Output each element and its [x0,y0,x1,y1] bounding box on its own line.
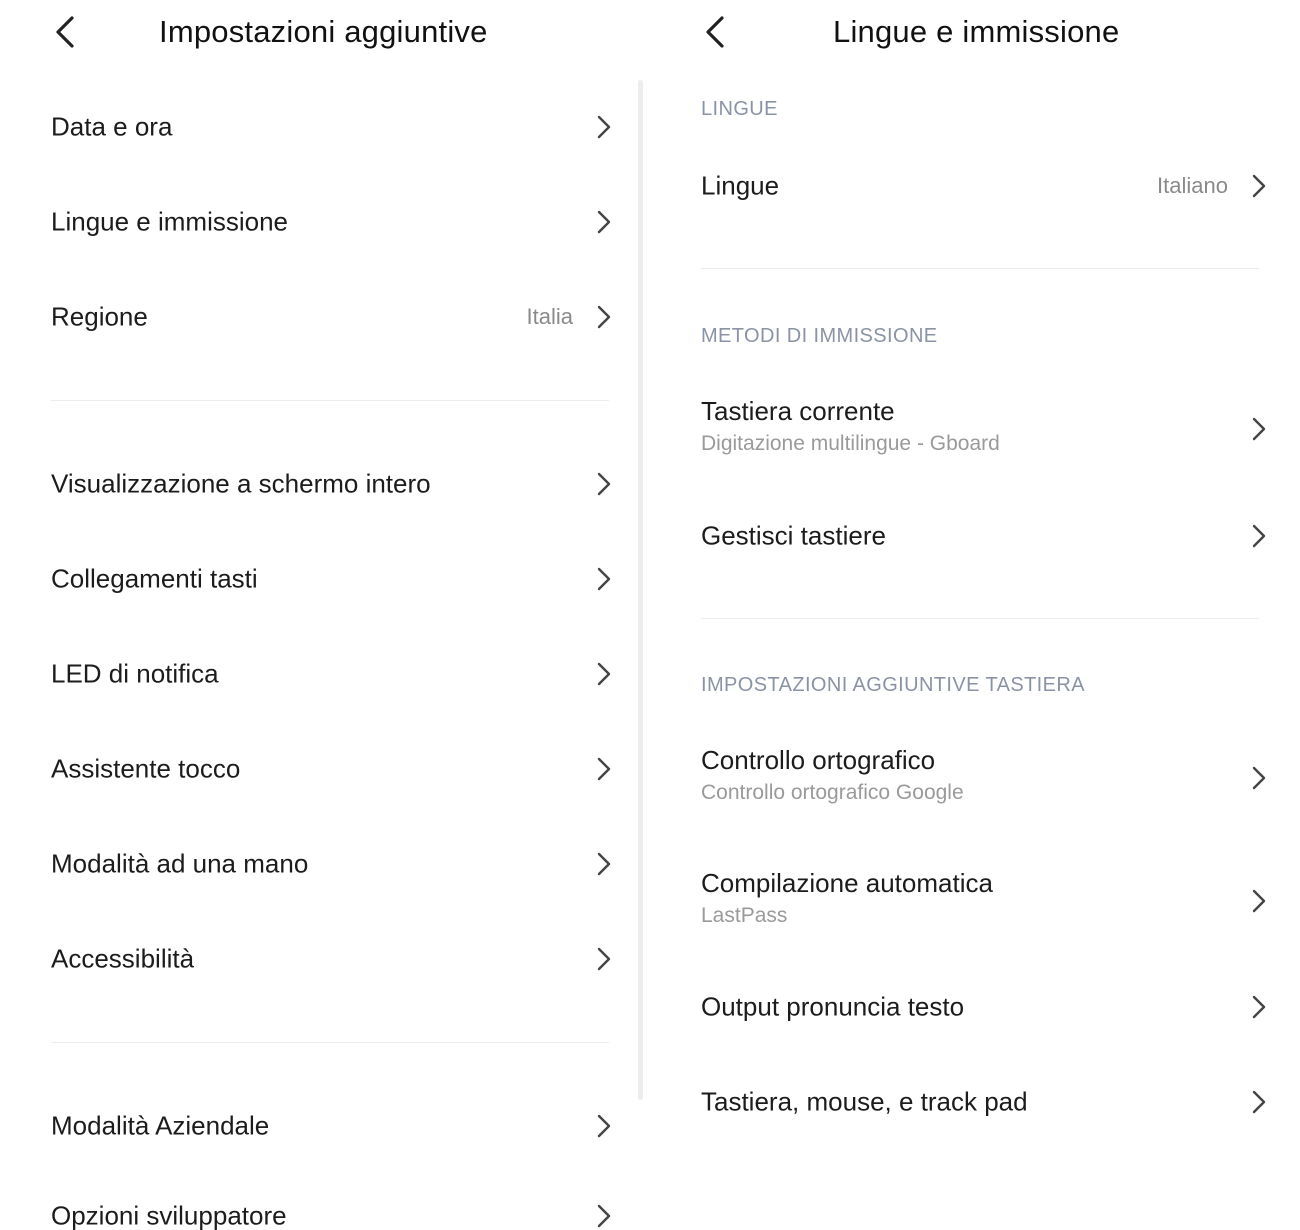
menu-item-modalita-aziendale[interactable] [51,1078,621,1174]
chevron-right-icon [597,947,611,971]
page-title: Lingue e immissione [833,14,1120,49]
chevron-right-icon [1252,524,1266,548]
chevron-right-icon [1252,995,1266,1019]
menu-item-label: Data e ora [51,111,173,142]
menu-item-led-di-notifica[interactable] [51,626,621,722]
menu-item-value: Italiano [1157,173,1228,198]
section-header-metodi-immissione: METODI DI IMMISSIONE [701,325,938,347]
menu-item-label: Modalità Aziendale [51,1110,270,1141]
menu-item-label: Lingue [701,170,780,201]
menu-item-accessibilita[interactable] [51,911,621,1007]
chevron-right-icon [1252,889,1266,913]
menu-item-label: Compilazione automatica [701,868,993,898]
back-arrow-icon [48,12,84,52]
menu-item-tastiera-corrente[interactable] [701,388,1276,470]
menu-item-regione[interactable] [51,269,621,365]
chevron-right-icon [597,757,611,781]
menu-item-assistente-tocco[interactable] [51,721,621,817]
menu-item-collegamenti-tasti[interactable] [51,531,621,627]
section-header-lingue: LINGUE [701,98,778,120]
divider [701,268,1259,269]
menu-item-label: Lingue e immissione [51,206,289,237]
menu-item-output-pronuncia-testo[interactable] [701,959,1276,1055]
divider [51,1042,609,1043]
chevron-right-icon [597,1114,611,1138]
divider [51,400,609,401]
menu-item-label: Regione [51,301,148,332]
chevron-right-icon [597,852,611,876]
back-arrow-icon [698,12,734,52]
menu-item-compilazione-automatica[interactable] [701,860,1276,942]
menu-item-data-e-ora[interactable] [51,79,621,175]
menu-item-tastiera-mouse-trackpad[interactable] [701,1054,1276,1150]
chevron-right-icon [597,662,611,686]
chevron-right-icon [1252,1090,1266,1114]
menu-item-subtitle: LastPass [701,904,788,927]
chevron-right-icon [1252,174,1266,198]
menu-item-gestisci-tastiere[interactable] [701,488,1276,584]
menu-item-label: Accessibilità [51,943,195,974]
chevron-right-icon [1252,417,1266,441]
menu-item-label: Output pronuncia testo [701,991,965,1022]
page-title: Impostazioni aggiuntive [159,14,488,49]
menu-item-label: Assistente tocco [51,753,241,784]
back-button[interactable] [48,12,84,52]
chevron-right-icon [597,115,611,139]
chevron-right-icon [597,210,611,234]
menu-item-label: Collegamenti tasti [51,563,258,594]
menu-item-label: LED di notifica [51,658,219,689]
chevron-right-icon [597,567,611,591]
menu-item-opzioni-sviluppatore[interactable] [51,1168,621,1230]
menu-item-label: Controllo ortografico [701,745,936,775]
menu-item-value: Italia [526,304,573,329]
menu-item-lingue-e-immissione[interactable] [51,174,621,270]
menu-item-label: Tastiera, mouse, e track pad [701,1086,1028,1117]
divider [701,618,1259,619]
chevron-right-icon [1252,766,1266,790]
chevron-right-icon [597,1204,611,1228]
left-header [0,0,640,66]
chevron-right-icon [597,472,611,496]
section-header-impostazioni-tastiera: IMPOSTAZIONI AGGIUNTIVE TASTIERA [701,674,1085,696]
menu-item-label: Opzioni sviluppatore [51,1200,287,1230]
menu-item-label: Modalità ad una mano [51,848,309,879]
menu-item-visualizzazione-schermo-intero[interactable] [51,436,621,532]
menu-item-subtitle: Digitazione multilingue - Gboard [701,432,1000,455]
menu-item-controllo-ortografico[interactable] [701,737,1276,819]
menu-item-lingue[interactable] [701,138,1276,234]
right-pane [650,0,1300,1230]
chevron-right-icon [597,305,611,329]
menu-item-label: Gestisci tastiere [701,520,886,551]
menu-item-modalita-una-mano[interactable] [51,816,621,912]
menu-item-label: Tastiera corrente [701,396,895,426]
back-button[interactable] [698,12,734,52]
menu-item-subtitle: Controllo ortografico Google [701,781,964,804]
scrollbar[interactable] [638,80,643,1100]
right-header [650,0,1300,66]
menu-item-label: Visualizzazione a schermo intero [51,468,431,499]
left-pane [0,0,640,1230]
